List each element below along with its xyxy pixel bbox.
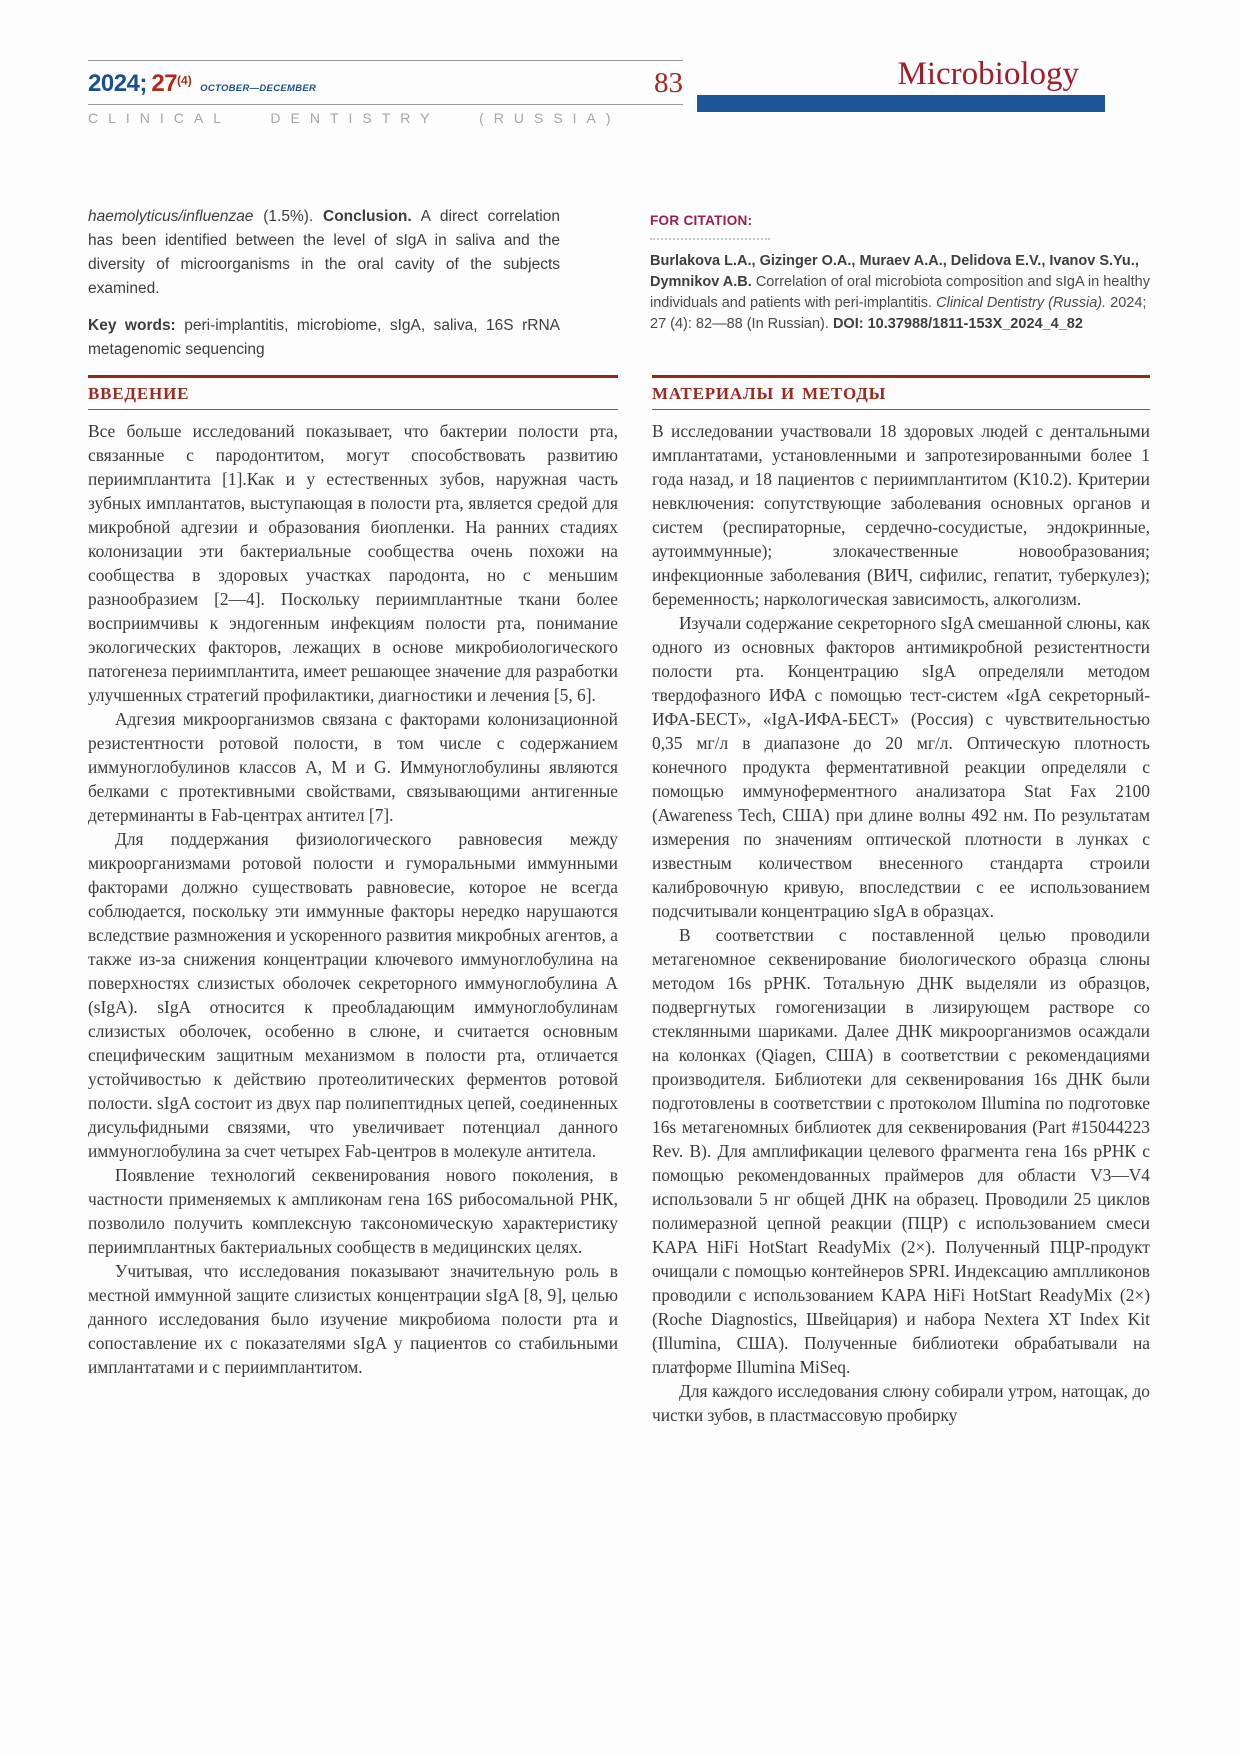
intro-paragraph-5: Учитывая, что исследования показывают значительную роль в местной иммунной защите слизистых концентрации sIgA [8, 9], целью данного исследования было изучение микробиома полости рта и сопоставление их с показателями sIgA у пациентов со стабильными имплантатами и с периимплантитом. <box>88 1261 618 1377</box>
issue-number: (4) <box>177 73 192 88</box>
section-divider-bar <box>697 95 1105 112</box>
citation-issue-pages: 2024; 27 (4): 82—88 (In Russian). <box>650 295 1147 332</box>
methods-body <box>652 419 1150 1427</box>
citation-authors: Burlakova L.A., Gizinger O.A., Muraev A.A., Delidova E.V., Ivanov S.Yu., Dymnikov A.B. <box>650 253 1139 290</box>
introduction-body <box>88 419 618 1379</box>
intro-paragraph-3: Для поддержания физиологического равновесия между микроорганизмами ротовой полости и гуморальными иммунными факторами должно существовать равновесие, которое не всегда соблюдается, поскольку эти иммунные факторы нередко нарушаются вследствие размножения и ускоренного развития микробных агентов, а также из-за снижения концентрации ключевого иммуноглобулина на поверхностях слизистых оболочек секреторного иммуноглобулина A (sIgA). sIgA относится к преобладающим иммуноглобулинам слизистых оболочек, особенно в слюне, и считается основным специфическим защитным механизмом в полости рта, отличается устойчивостью к действию протеолитических ферментов ротовой полости. sIgA состоит из двух пар полипептидных цепей, соединенных дисульфидными связями, что увеличивает потенциал данного иммуноглобулина за счет четырех Fab-центров в молекуле антитела. <box>88 829 618 1161</box>
keywords-text: peri-implantitis, microbiome, sIgA, saliva, 16S rRNA metagenomic sequencing <box>88 317 560 358</box>
for-citation-label: FOR CITATION: <box>650 213 753 228</box>
abstract-conclusion-label: Conclusion. <box>323 208 412 225</box>
journal-section-title: Microbiology <box>897 56 1079 92</box>
abstract-conclusion-text: A direct correlation has been identified between the level of sIgA in saliva and the diversity of microorganisms in the oral cavity of the subjects examined. <box>88 208 560 297</box>
issue-info <box>88 70 316 98</box>
abstract-species-italic: haemolyticus/influenzae <box>88 208 254 225</box>
methods-paragraph-1: В исследовании участвовали 18 здоровых людей с дентальными имплантатами, установленными и запротезированными более 1 года назад, и 18 пациентов с периимплантитом (K10.2). Критерии невключения: сопутствующие заболевания основных органов и систем (респираторные, сердечно-сосудистые, эндокринные, аутоиммунные); злокачественные новообразования; инфекционные заболевания (ВИЧ, сифилис, гепатит, туберкулез); беременность; наркологическая зависимость, алкоголизм. <box>652 421 1150 609</box>
methods-paragraph-2: Изучали содержание секреторного sIgA смешанной слюны, как одного из основных факторов антимикробной резистентности полости рта. Концентрацию sIgA определяли методом твердофазного ИФА с помощью тест-систем «IgA секреторный-ИФА-БЕСТ», «IgA-ИФА-БЕСТ» (Россия) с чувствительностью 0,35 мг/л в диапазоне до 20 мг/л. Оптическую плотность конечного продукта ферментативной реакции определяли с помощью иммуноферментного анализатора Stat Fax 2100 (Awareness Tech, США) при длине волны 492 нм. По результатам измерения по значениям оптической плотности в лунках с известным количеством внесенного стандарта строили калибровочную кривую, впоследствии с ее использованием подсчитывали концентрацию sIgA в образцах. <box>652 613 1150 921</box>
header-left <box>88 60 683 126</box>
citation-journal-italic: Clinical Dentistry (Russia). <box>936 295 1107 311</box>
keywords-block <box>88 314 560 362</box>
column-introduction <box>88 375 618 1379</box>
keywords-label: Key words: <box>88 317 176 334</box>
column-materials-methods <box>652 375 1150 1427</box>
abstract-lead-rest: (1.5%). <box>253 208 323 225</box>
abstract-text <box>88 205 560 301</box>
citation-block <box>650 210 1152 335</box>
citation-doi: DOI: 10.37988/1811-153X_2024_4_82 <box>832 316 1083 332</box>
issue-year: 2024; <box>88 70 147 97</box>
citation-title: Correlation of oral microbiota composition and sIgA in healthy individuals and patients with peri-implantitis. <box>650 274 1150 311</box>
intro-paragraph-1: Все больше исследований показывает, что бактерии полости рта, связанные с пародонтитом, могут способствовать развитию периимплантита [1].Как и у естественных зубов, наружная часть зубных имплантатов, выступающая в полости рта, является средой для микробной адгезии и образования биопленки. На ранних стадиях колонизации эти бактериальные сообщества очень похожи на сообщества в здоровых участках пародонта, но с меньшим разнообразием [2—4]. Поскольку периимплантные ткани более восприимчивы к эндогенным инфекциям полости рта, понимание экологических факторов, лежащих в основе микробиологического патогенеза периимплантита, имеет решающее значение для разработки улучшенных стратегий профилактики, диагностики и лечения [5, 6]. <box>88 421 618 705</box>
issue-row <box>88 60 683 105</box>
journal-name: CLINICAL DENTISTRY (RUSSIA) <box>88 110 621 126</box>
header-right <box>697 56 1105 112</box>
abstract-block <box>88 205 560 362</box>
issue-months: OCTOBER—DECEMBER <box>200 83 317 94</box>
intro-paragraph-4: Появление технологий секвенирования нового поколения, в частности применяемых к ампликонам гена 16S рибосомальной РНК, позволило получить комплексную таксономическую характеристику периимплантных бактериальных сообществ в медицинских целях. <box>88 1165 618 1257</box>
page-number: 83 <box>654 67 683 99</box>
methods-heading: МАТЕРИАЛЫ И МЕТОДЫ <box>652 375 1150 410</box>
citation-text <box>650 251 1152 335</box>
methods-paragraph-4: Для каждого исследования слюну собирали утром, натощак, до чистки зубов, в пластмассовую пробирку <box>652 1381 1150 1425</box>
introduction-heading: ВВЕДЕНИЕ <box>88 375 618 410</box>
methods-paragraph-3: В соответствии с поставленной целью проводили метагеномное секвенирование биологического образца слюны методом 16s рРНК. Тотальную ДНК выделяли из образцов, подвергнутых гомогенизации в лизирующем растворе со стеклянными шариками. Далее ДНК микроорганизмов осаждали на колонках (Qiagen, США) в соответствии с рекомендациями производителя. Библиотеки для секвенирования 16s ДНК были подготовлены в соответствии с протоколом Illumina по подготовке 16s метагеномных библиотек для секвенирования (Part #15044223 Rev. B). Для амплификации целевого фрагмента гена 16s рРНК с помощью рекомендованных праймеров для области V3—V4 использовали 5 нг общей ДНК на образец. Проводили 25 циклов полимеразной цепной реакции (ПЦР) с использованием смеси KAPA HiFi HotStart ReadyMix (2×). Полученный ПЦР-продукт очищали с помощью контейнеров SPRI. Индексацию амплликонов проводили с использованием KAPA HiFi HotStart ReadyMix (2×) (Roche Diagnostics, Швейцария) и набора Nextera XT Index Kit (Illumina, США). Полученные библиотеки обрабатывали на платформе Illumina MiSeq. <box>652 925 1150 1377</box>
intro-paragraph-2: Адгезия микроорганизмов связана с факторами колонизационной резистентности ротовой полости, в том числе с содержанием иммуноглобулинов классов A, M и G. Иммуноглобулины являются белками с протективными свойствами, связывающими антигенные детерминанты в Fab-центрах антител [7]. <box>88 709 618 825</box>
issue-volume: 27 <box>151 70 178 97</box>
citation-dotted-rule <box>650 233 770 240</box>
